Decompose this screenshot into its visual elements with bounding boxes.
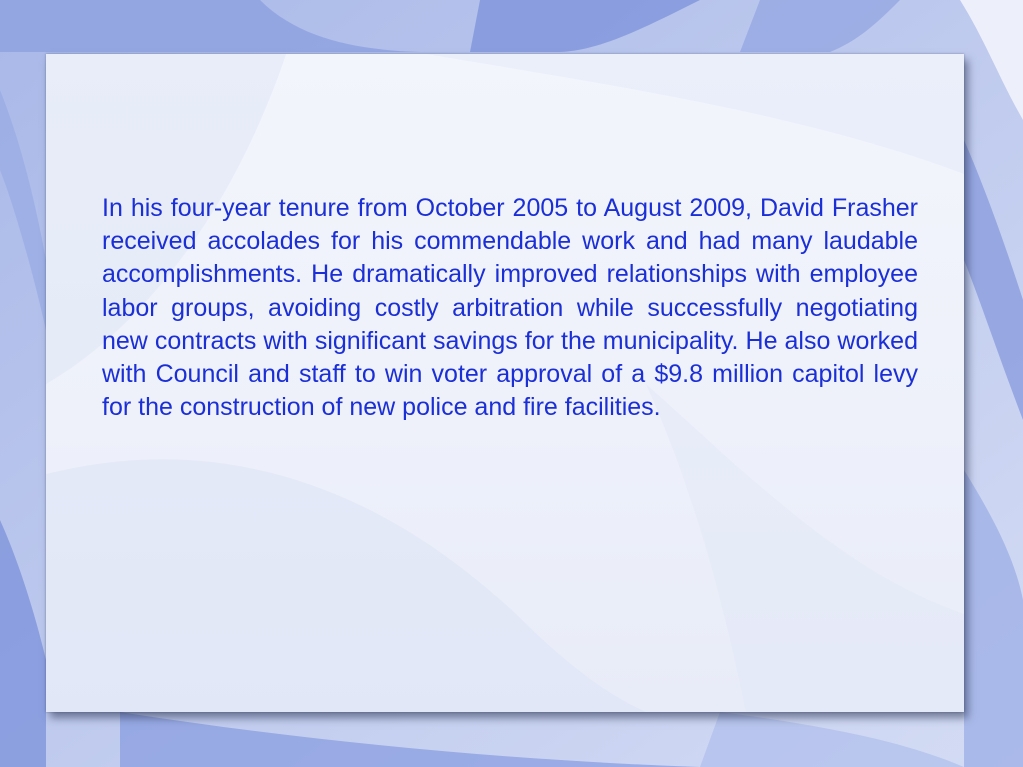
content-card (46, 54, 964, 712)
body-paragraph: In his four-year tenure from October 2005 to August 2009, David Frasher received accolades for his commendable work and had many laudable accomplishments. He dramatically improved relationships with employee labor groups, avoiding costly arbitration while successfully negotiating new contracts with significant savings for the municipality. He also worked with Council and staff to win voter approval of a $9.8 million capitol levy for the construction of new police and fire facilities. (102, 194, 918, 422)
